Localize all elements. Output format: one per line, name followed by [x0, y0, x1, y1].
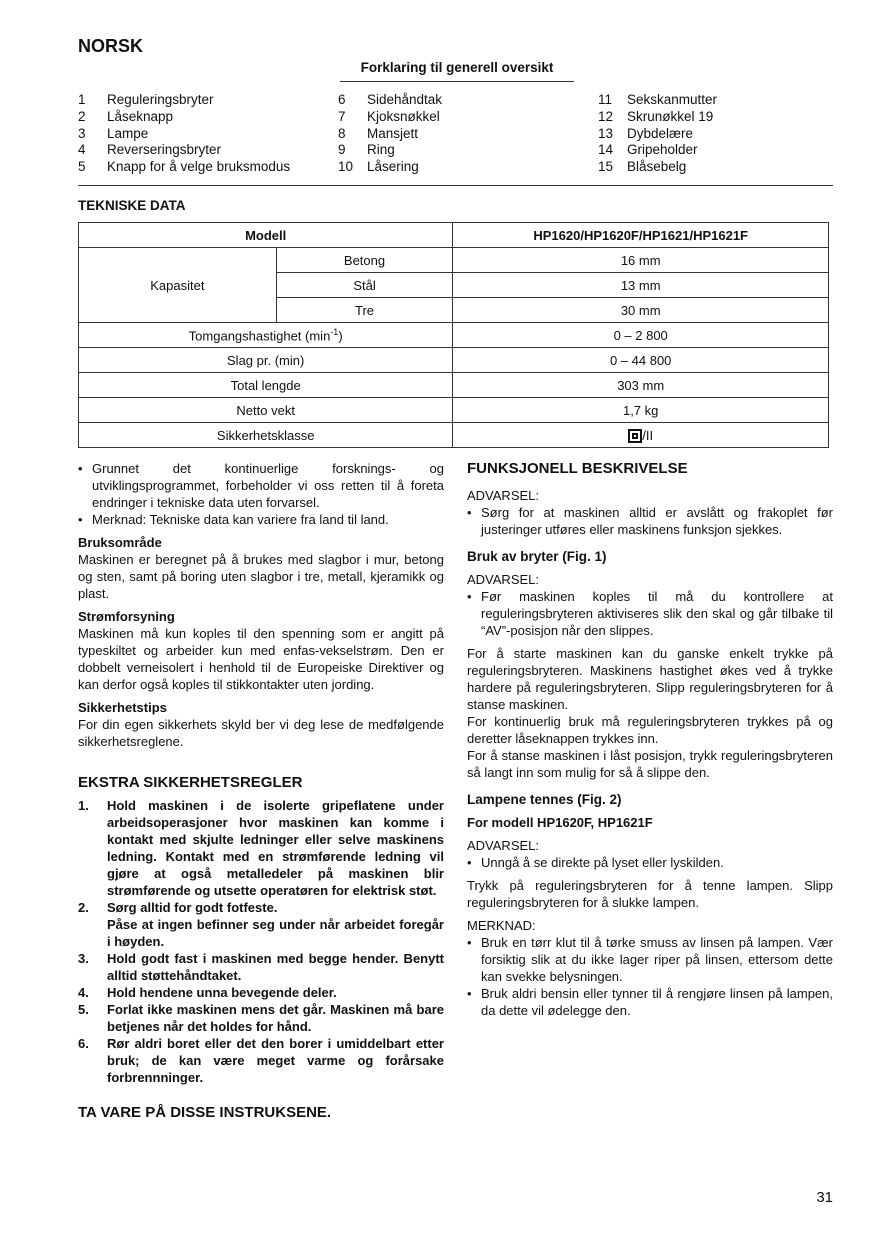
- overview-title: Forklaring til generell oversikt: [340, 60, 574, 82]
- rule-item: [78, 916, 444, 950]
- rule-number: 4.: [78, 985, 89, 1000]
- switch-paragraph-3: For å stanse maskinen i låst posisjon, trykk reguleringsbryteren så langt inn som mulig for så å slippe den.: [467, 748, 833, 780]
- power-title: Strømforsyning: [78, 609, 175, 624]
- table-row: [79, 373, 829, 398]
- list-item: • Før maskinen koples til må du kontrollere at reguleringsbryteren aktiviseres slik den skal og går tilbake til “AV”-posisjon når den slippes.: [467, 589, 833, 638]
- table-row: [79, 348, 829, 373]
- item-label: Ring: [367, 142, 395, 158]
- right-column: [467, 460, 833, 1019]
- item-label: Skrunøkkel 19: [627, 108, 714, 124]
- list-item: • Sørg for at maskinen alltid er avslått og frakoplet før justeringer utføres eller maskinens funksjon sjekkes.: [467, 505, 833, 537]
- lamp-model: For modell HP1620F, HP1621F: [467, 815, 653, 830]
- rule-number: 1.: [78, 798, 89, 813]
- item-number: 1: [78, 92, 86, 107]
- use-text: Maskinen er beregnet på å brukes med slagbor i mur, betong og sten, samt på boring uten slagbor i tre, metall, kjeramikk og plast.: [78, 552, 444, 601]
- item-number: 4: [78, 142, 86, 158]
- item-number: 7: [338, 108, 346, 124]
- note-label: MERKNAD:: [467, 918, 536, 933]
- steel-value: 13 mm: [453, 273, 829, 298]
- keep-instructions-heading: TA VARE PÅ DISSE INSTRUKSENE.: [78, 1104, 332, 1121]
- extra-safety-heading: EKSTRA SIKKERHETSREGLER: [78, 774, 303, 791]
- item-label: Sidehåndtak: [367, 92, 443, 107]
- item-label: Reverseringsbryter: [107, 142, 222, 158]
- rule-text: Hold maskinen i de isolerte gripeflatene under arbeidsoperasjoner hvor maskinen kan komme i kontakt med skjulte ledninger eller selve maskinens ledning. Kontakt med en strømførende ledning vil gjøre at også metalledeler på maskinen blir strømførende og utsette operatøren for elektrisk støt.: [107, 798, 444, 898]
- item-number: 10: [338, 159, 354, 175]
- length-value: 303 mm: [453, 373, 829, 398]
- item-label: Låseknapp: [107, 108, 174, 124]
- class-value-cell: [453, 423, 829, 448]
- capacity-label: Kapasitet: [79, 248, 277, 323]
- list-item: [338, 159, 593, 176]
- list-item: [78, 92, 333, 109]
- switch-paragraph-2: For kontinuerlig bruk må reguleringsbryteren trykkes på og deretter låseknappen trykkes inn.: [467, 714, 833, 746]
- concrete-label: Betong: [276, 248, 453, 273]
- item-number: 5: [78, 159, 86, 175]
- item-number: 8: [338, 125, 346, 141]
- list-item: • Bruk aldri bensin eller tynner til å rengjøre linsen på lampen, da dette vil ødelegge den.: [467, 986, 833, 1018]
- list-item: [598, 92, 853, 109]
- wood-label: Tre: [276, 298, 453, 323]
- item-label: Kjoksnøkkel: [367, 108, 440, 124]
- item-label: Blåsebelg: [627, 159, 687, 175]
- list-item: [78, 159, 333, 176]
- overview-divider: [78, 185, 833, 186]
- list-item: • Bruk en tørr klut til å tørke smuss av linsen på lampen. Vær forsiktig slik at du ikke lager riper på linsen, ettersom dette kan svekke belysningen.: [467, 935, 833, 984]
- list-item: [598, 109, 853, 126]
- class-value: /II: [642, 427, 654, 443]
- table-row: [79, 223, 829, 248]
- table-row: [79, 423, 829, 448]
- list-item: [598, 126, 853, 143]
- page-number: 31: [816, 1189, 833, 1206]
- rule-number: 5.: [78, 1002, 89, 1017]
- safety-title: Sikkerhetstips: [78, 700, 167, 715]
- functional-description-heading: FUNKSJONELL BESKRIVELSE: [467, 460, 688, 477]
- switch-title: Bruk av bryter (Fig. 1): [467, 549, 607, 564]
- overview-column-3: [598, 92, 853, 176]
- item-label: Gripeholder: [627, 142, 698, 158]
- model-label: Modell: [79, 223, 453, 248]
- list-item: [598, 159, 853, 176]
- speed-label-sup: -1: [330, 326, 339, 337]
- double-insulation-icon: [628, 429, 642, 443]
- rule-number: [78, 916, 107, 950]
- item-number: 3: [78, 125, 86, 141]
- rule-number: 2.: [78, 900, 89, 915]
- item-number: 2: [78, 108, 86, 124]
- item-label: Låsering: [367, 159, 419, 175]
- item-number: 11: [598, 92, 613, 107]
- list-item: • Merknad: Tekniske data kan variere fra land til land.: [78, 511, 444, 528]
- item-label: Reguleringsbryter: [107, 92, 214, 107]
- concrete-value: 16 mm: [453, 248, 829, 273]
- lamp-text: Trykk på reguleringsbryteren for å tenne lampen. Slipp reguleringsbryteren for å slukke lampen.: [467, 878, 833, 910]
- tech-data-heading: TEKNISKE DATA: [78, 198, 186, 213]
- left-column: [78, 460, 444, 1121]
- overview-column-1: [78, 92, 333, 176]
- spec-table: [78, 222, 829, 448]
- wood-value: 30 mm: [453, 298, 829, 323]
- item-number: 13: [598, 125, 614, 141]
- bullet-text: Bruk aldri bensin eller tynner til å rengjøre linsen på lampen, da dette vil ødelegge den.: [481, 986, 833, 1018]
- item-number: 15: [598, 159, 614, 175]
- power-text: Maskinen må kun koples til den spenning som er angitt på typeskiltet og arbeider kun med enfas-vekselstrøm. Den er dobbelt verneisolert i henhold til de Europeiske Direktiver og kan derfor også koples til stikkontakter uten jording.: [78, 626, 444, 692]
- table-row: [79, 398, 829, 423]
- rule-text: Hold hendene unna bevegende deler.: [107, 985, 337, 1000]
- item-number: 12: [598, 108, 614, 124]
- model-value: HP1620/HP1620F/HP1621/HP1621F: [453, 223, 829, 248]
- item-number: 6: [338, 92, 346, 107]
- rule-item: [78, 899, 444, 916]
- blows-value: 0 – 44 800: [453, 348, 829, 373]
- rule-text: Forlat ikke maskinen mens det går. Maskinen må bare betjenes når det holdes for hånd.: [107, 1002, 444, 1034]
- rule-text: Sørg alltid for godt fotfeste.: [107, 900, 278, 915]
- speed-value: 0 – 2 800: [453, 323, 829, 348]
- item-label: Lampe: [107, 125, 149, 141]
- item-number: 9: [338, 142, 346, 158]
- list-item: [78, 109, 333, 126]
- bullet-text: Sørg for at maskinen alltid er avslått og frakoplet før justeringer utføres eller maskinens funksjon sjekkes.: [481, 505, 833, 537]
- weight-label: Netto vekt: [79, 398, 453, 423]
- safety-text: For din egen sikkerhets skyld ber vi deg lese de medfølgende sikkerhetsreglene.: [78, 717, 444, 749]
- class-label: Sikkerhetsklasse: [79, 423, 453, 448]
- switch-paragraph-1: For å starte maskinen kan du ganske enkelt trykke på reguleringsbryteren. Maskinens hastighet økes ved å trykke hardere på reguleringsbryteren. Slipp reguleringsbryteren for å stanse maskinen.: [467, 646, 833, 712]
- rule-number: 6.: [78, 1036, 89, 1051]
- rule-item: [78, 984, 444, 1001]
- list-item: [598, 142, 853, 159]
- rule-item: [78, 1001, 444, 1035]
- rule-item: [78, 797, 444, 899]
- item-label: Mansjett: [367, 125, 419, 141]
- list-item: [338, 142, 593, 159]
- rule-item: [78, 950, 444, 984]
- bullet-text: Før maskinen koples til må du kontrollere at reguleringsbryteren aktiviseres slik den skal og går tilbake til “AV”-posisjon når den slippes.: [481, 589, 833, 638]
- blows-label: Slag pr. (min): [79, 348, 453, 373]
- use-title: Bruksområde: [78, 535, 162, 550]
- list-item: [338, 92, 593, 109]
- rule-text: Påse at ingen befinner seg under når arbeidet foregår i høyden.: [107, 917, 444, 949]
- table-row: [79, 248, 829, 273]
- bullet-text: Unngå å se direkte på lyset eller lyskilden.: [481, 855, 724, 870]
- weight-value: 1,7 kg: [453, 398, 829, 423]
- list-item: [78, 142, 333, 159]
- table-row: [79, 323, 829, 348]
- rule-item: [78, 1035, 444, 1086]
- warning-label: ADVARSEL:: [467, 572, 540, 587]
- list-item: • Unngå å se direkte på lyset eller lyskilden.: [467, 854, 833, 871]
- rule-text: Hold godt fast i maskinen med begge hender. Benytt alltid støttehåndtaket.: [107, 951, 444, 983]
- overview-column-2: [338, 92, 593, 176]
- length-label: Total lengde: [79, 373, 453, 398]
- list-item: [78, 126, 333, 143]
- speed-label-close: ): [338, 328, 343, 344]
- item-label: Knapp for å velge bruksmodus: [107, 159, 291, 175]
- language-heading: NORSK: [78, 36, 144, 56]
- list-item: • Grunnet det kontinuerlige forsknings- og utviklingsprogrammet, forbeholder vi oss retten til å foreta endringer i tekniske data uten forvarsel.: [78, 461, 444, 510]
- item-label: Dybdelære: [627, 125, 694, 141]
- lamp-title: Lampene tennes (Fig. 2): [467, 792, 622, 807]
- speed-label-text: Tomgangshastighet (min: [188, 328, 331, 344]
- bullet-text: Merknad: Tekniske data kan variere fra land til land.: [92, 512, 389, 527]
- speed-label: [79, 323, 453, 348]
- item-label: Sekskanmutter: [627, 92, 718, 107]
- steel-label: Stål: [276, 273, 453, 298]
- bullet-text: Bruk en tørr klut til å tørke smuss av linsen på lampen. Vær forsiktig slik at du ikke lager riper på linsen, ettersom dette kan svekke belysningen.: [481, 935, 833, 984]
- bullet-text: Grunnet det kontinuerlige forsknings- og utviklingsprogrammet, forbeholder vi oss retten til å foreta endringer i tekniske data uten forvarsel.: [92, 461, 444, 510]
- rule-number: 3.: [78, 951, 89, 966]
- list-item: [338, 126, 593, 143]
- list-item: [338, 109, 593, 126]
- rule-text: Rør aldri boret eller det den borer i umiddelbart etter bruk; de kan være meget varme og forårsake forbrennninger.: [107, 1036, 444, 1085]
- warning-label: ADVARSEL:: [467, 488, 540, 503]
- item-number: 14: [598, 142, 614, 158]
- warning-label: ADVARSEL:: [467, 838, 540, 853]
